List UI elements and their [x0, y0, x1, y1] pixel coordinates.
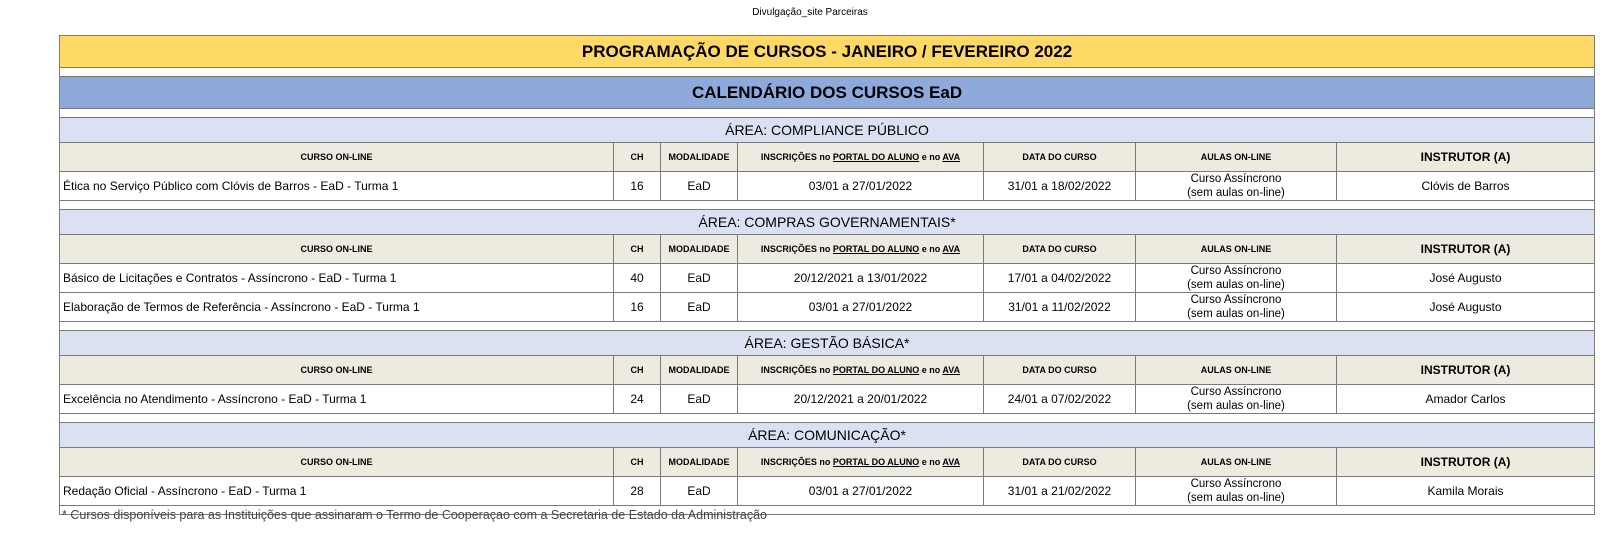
header-insc-ava: AVA [942, 152, 961, 162]
column-header-row [60, 356, 1595, 385]
course-instrutor: Amador Carlos [1337, 385, 1595, 414]
header-data: DATA DO CURSO [984, 356, 1136, 385]
header-insc-portal: PORTAL DO ALUNO [832, 365, 920, 375]
course-name: Básico de Licitações e Contratos - Assíncrono - EaD - Turma 1 [60, 264, 614, 293]
course-schedule-sheet [59, 35, 1594, 515]
header-insc-mid: e no [919, 457, 943, 467]
header-curso: CURSO ON-LINE [60, 448, 614, 477]
aulas-line2: (sem aulas on-line) [1187, 400, 1285, 412]
aulas-line2: (sem aulas on-line) [1187, 279, 1285, 291]
header-instrutor: INSTRUTOR (A) [1337, 143, 1595, 172]
area-row [60, 331, 1595, 356]
area-title: ÁREA: GESTÃO BÁSICA* [60, 331, 1595, 356]
area-row [60, 210, 1595, 235]
header-data: DATA DO CURSO [984, 143, 1136, 172]
course-ch: 16 [614, 172, 661, 201]
page-header: Divulgação_site Parceiras [752, 7, 868, 18]
header-inscricoes [738, 235, 984, 264]
course-ch: 16 [614, 293, 661, 322]
table-row [60, 293, 1595, 322]
header-modalidade: MODALIDADE [661, 143, 738, 172]
header-data: DATA DO CURSO [984, 235, 1136, 264]
table-row [60, 264, 1595, 293]
course-modalidade: EaD [661, 172, 738, 201]
aulas-line1: Curso Assíncrono [1190, 386, 1282, 398]
aulas-line2: (sem aulas on-line) [1187, 308, 1285, 320]
course-ch: 24 [614, 385, 661, 414]
spacer-row [60, 414, 1595, 423]
area-title: ÁREA: COMPRAS GOVERNAMENTAIS* [60, 210, 1595, 235]
calendar-title: CALENDÁRIO DOS CURSOS EaD [60, 77, 1595, 109]
header-ch: CH [614, 356, 661, 385]
header-aulas: AULAS ON-LINE [1136, 235, 1337, 264]
header-instrutor: INSTRUTOR (A) [1337, 356, 1595, 385]
course-modalidade: EaD [661, 385, 738, 414]
area-row [60, 423, 1595, 448]
spacer-row [60, 68, 1595, 77]
aulas-line1: Curso Assíncrono [1190, 173, 1282, 185]
course-data: 31/01 a 21/02/2022 [984, 477, 1136, 506]
header-insc-portal: PORTAL DO ALUNO [832, 244, 920, 254]
course-aulas [1136, 385, 1337, 414]
aulas-line1: Curso Assíncrono [1190, 294, 1282, 306]
header-insc-pre: INSCRIÇÕES no [760, 244, 833, 254]
title-row [60, 36, 1595, 68]
course-aulas [1136, 172, 1337, 201]
spacer-row [60, 322, 1595, 331]
spacer-cell [60, 322, 1595, 331]
header-insc-ava: AVA [942, 457, 961, 467]
footnote: * Cursos disponíveis para as Instituições que assinaram o Termo de Cooperaçao com a Secretaria de Estado da Administração [62, 508, 768, 522]
course-instrutor: Clóvis de Barros [1337, 172, 1595, 201]
course-inscricoes: 03/01 a 27/01/2022 [738, 172, 984, 201]
header-modalidade: MODALIDADE [661, 356, 738, 385]
header-ch: CH [614, 143, 661, 172]
aulas-line1: Curso Assíncrono [1190, 478, 1282, 490]
header-insc-portal: PORTAL DO ALUNO [832, 457, 920, 467]
course-aulas [1136, 264, 1337, 293]
column-header-row [60, 448, 1595, 477]
header-insc-mid: e no [919, 152, 943, 162]
header-insc-pre: INSCRIÇÕES no [760, 365, 833, 375]
page-title: PROGRAMAÇÃO DE CURSOS - JANEIRO / FEVEREIRO 2022 [60, 36, 1595, 68]
header-aulas: AULAS ON-LINE [1136, 143, 1337, 172]
course-inscricoes: 20/12/2021 a 20/01/2022 [738, 385, 984, 414]
spacer-row [60, 109, 1595, 118]
header-curso: CURSO ON-LINE [60, 143, 614, 172]
course-modalidade: EaD [661, 293, 738, 322]
course-data: 24/01 a 07/02/2022 [984, 385, 1136, 414]
course-name: Elaboração de Termos de Referência - Assíncrono - EaD - Turma 1 [60, 293, 614, 322]
course-data: 31/01 a 18/02/2022 [984, 172, 1136, 201]
aulas-line1: Curso Assíncrono [1190, 265, 1282, 277]
header-insc-ava: AVA [942, 244, 961, 254]
course-instrutor: Kamila Morais [1337, 477, 1595, 506]
column-header-row [60, 235, 1595, 264]
course-name: Excelência no Atendimento - Assíncrono - EaD - Turma 1 [60, 385, 614, 414]
header-inscricoes [738, 356, 984, 385]
course-modalidade: EaD [661, 264, 738, 293]
course-name: Ética no Serviço Público com Clóvis de Barros - EaD - Turma 1 [60, 172, 614, 201]
table-row [60, 172, 1595, 201]
header-insc-pre: INSCRIÇÕES no [760, 457, 833, 467]
course-aulas [1136, 293, 1337, 322]
header-modalidade: MODALIDADE [661, 235, 738, 264]
header-insc-mid: e no [919, 365, 943, 375]
course-inscricoes: 20/12/2021 a 13/01/2022 [738, 264, 984, 293]
header-data: DATA DO CURSO [984, 448, 1136, 477]
table-row [60, 385, 1595, 414]
spacer-cell [60, 414, 1595, 423]
header-aulas: AULAS ON-LINE [1136, 448, 1337, 477]
course-name: Redação Oficial - Assíncrono - EaD - Turma 1 [60, 477, 614, 506]
course-data: 31/01 a 11/02/2022 [984, 293, 1136, 322]
calendar-title-row [60, 77, 1595, 109]
spacer-cell [60, 201, 1595, 210]
area-title: ÁREA: COMUNICAÇÃO* [60, 423, 1595, 448]
course-data: 17/01 a 04/02/2022 [984, 264, 1136, 293]
aulas-line2: (sem aulas on-line) [1187, 187, 1285, 199]
header-insc-ava: AVA [942, 365, 961, 375]
spacer-row [60, 201, 1595, 210]
course-ch: 28 [614, 477, 661, 506]
header-instrutor: INSTRUTOR (A) [1337, 448, 1595, 477]
header-inscricoes [738, 448, 984, 477]
course-inscricoes: 03/01 a 27/01/2022 [738, 293, 984, 322]
header-ch: CH [614, 235, 661, 264]
header-aulas: AULAS ON-LINE [1136, 356, 1337, 385]
header-curso: CURSO ON-LINE [60, 356, 614, 385]
header-instrutor: INSTRUTOR (A) [1337, 235, 1595, 264]
header-insc-pre: INSCRIÇÕES no [760, 152, 833, 162]
header-ch: CH [614, 448, 661, 477]
aulas-line2: (sem aulas on-line) [1187, 492, 1285, 504]
course-schedule-table [59, 35, 1595, 515]
course-modalidade: EaD [661, 477, 738, 506]
header-insc-portal: PORTAL DO ALUNO [832, 152, 920, 162]
course-inscricoes: 03/01 a 27/01/2022 [738, 477, 984, 506]
course-instrutor: José Augusto [1337, 264, 1595, 293]
header-inscricoes [738, 143, 984, 172]
header-modalidade: MODALIDADE [661, 448, 738, 477]
column-header-row [60, 143, 1595, 172]
spacer-cell [60, 109, 1595, 118]
course-ch: 40 [614, 264, 661, 293]
header-curso: CURSO ON-LINE [60, 235, 614, 264]
area-row [60, 118, 1595, 143]
table-row [60, 477, 1595, 506]
course-instrutor: José Augusto [1337, 293, 1595, 322]
area-title: ÁREA: COMPLIANCE PÚBLICO [60, 118, 1595, 143]
header-insc-mid: e no [919, 244, 943, 254]
course-aulas [1136, 477, 1337, 506]
